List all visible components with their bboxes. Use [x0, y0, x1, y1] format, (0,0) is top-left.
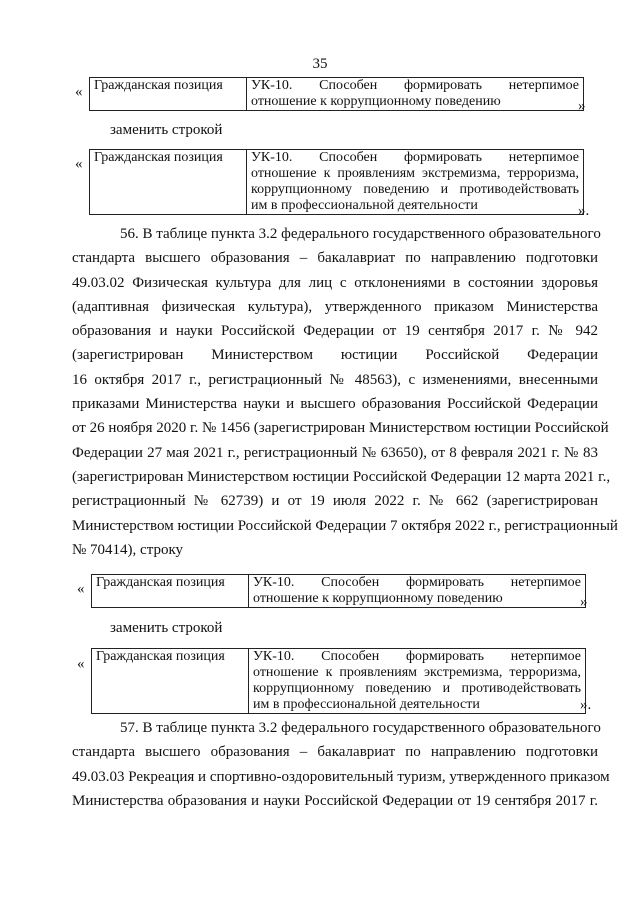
competence-text-line: УК-10. Способен формировать нетерпимое — [251, 150, 579, 165]
paragraph-line: стандарта высшего образования – бакалавриат по направлению подготовки — [72, 744, 598, 761]
quote-open-2: « — [75, 156, 83, 172]
new-row-table-1 — [89, 149, 584, 215]
competence-text-cell — [249, 649, 586, 714]
quote-close-period-1: ». — [578, 203, 590, 219]
quote-open-3: « — [77, 581, 85, 597]
paragraph-line: (зарегистрирован Министерством юстиции Российской Федерации — [72, 347, 598, 364]
competence-text-cell — [247, 150, 584, 215]
quote-close-period-2: ». — [580, 697, 592, 713]
table-row — [90, 150, 584, 215]
paragraph-line: регистрационный № 62739) и от 19 июля 2022 г. № 662 (зарегистрирован — [72, 493, 598, 510]
competence-text-cell — [249, 575, 586, 608]
quote-close-1: » — [578, 98, 586, 114]
paragraph-line: (зарегистрирован Министерством юстиции Российской Федерации 12 марта 2021 г., — [72, 468, 611, 485]
paragraph-line: 49.03.02 Физическая культура для лиц с отклонениями в состоянии здоровья — [72, 274, 598, 291]
old-row-table-1 — [89, 77, 584, 111]
competence-text-line: УК-10. Способен формировать нетерпимое — [253, 649, 581, 664]
table-row — [92, 575, 586, 608]
competence-text-line: им в профессиональной деятельности — [251, 198, 478, 213]
competence-text-line: УК-10. Способен формировать нетерпимое — [253, 575, 581, 590]
paragraph-line: приказами Министерства науки и высшего образования Российской Федерации — [72, 396, 598, 413]
competence-text-cell — [247, 78, 584, 111]
paragraph-line: Министерства образования и науки Российской Федерации от 19 сентября 2017 г. — [72, 792, 598, 809]
old-row-table-2 — [91, 574, 586, 608]
paragraph-line: 57. В таблице пункта 3.2 федерального государственного образовательного — [120, 720, 601, 736]
quote-open-4: « — [77, 656, 85, 672]
competence-category-cell: Гражданская позиция — [92, 649, 249, 714]
paragraph-line: 49.03.03 Рекреация и спортивно-оздоровительный туризм, утвержденного приказом — [72, 768, 610, 785]
paragraph-line: Федерации 27 мая 2021 г., регистрационный № 63650), от 8 февраля 2021 г. № 83 — [72, 444, 598, 461]
competence-text-line: коррупционному поведению и противодействовать — [253, 681, 581, 696]
quote-open-1: « — [75, 84, 83, 100]
paragraph-line: стандарта высшего образования – бакалавриат по направлению подготовки — [72, 250, 598, 267]
paragraph-line: № 70414), строку — [72, 541, 184, 558]
new-row-table-2 — [91, 648, 586, 714]
competence-category-cell: Гражданская позиция — [92, 575, 249, 608]
competence-text-line: отношение к коррупционному поведению — [253, 591, 503, 606]
competence-text-line: отношение к коррупционному поведению — [251, 94, 501, 109]
table-row — [92, 649, 586, 714]
competence-text-line: им в профессиональной деятельности — [253, 697, 480, 712]
replace-label-1: заменить строкой — [110, 122, 223, 138]
paragraph-line: Министерством юстиции Российской Федерации 7 октября 2022 г., регистрационный — [72, 517, 618, 534]
competence-category-cell: Гражданская позиция — [90, 78, 247, 111]
quote-close-2: » — [580, 594, 588, 610]
competence-category-cell: Гражданская позиция — [90, 150, 247, 215]
replace-label-2: заменить строкой — [110, 620, 223, 636]
competence-text-line: отношение к проявлениям экстремизма, терроризма, — [253, 665, 581, 680]
competence-text-line: УК-10. Способен формировать нетерпимое — [251, 78, 579, 93]
paragraph-line: 16 октября 2017 г., регистрационный № 48563), с изменениями, внесенными — [72, 371, 598, 388]
paragraph-line: образования и науки Российской Федерации от 19 сентября 2017 г. № 942 — [72, 323, 598, 340]
table-row — [90, 78, 584, 111]
paragraph-57 — [72, 716, 610, 813]
competence-text-line: отношение к проявлениям экстремизма, терроризма, — [251, 166, 579, 181]
paragraph-line: от 26 ноября 2020 г. № 1456 (зарегистрирован Министерством юстиции Российской — [72, 420, 609, 437]
competence-text-line: коррупционному поведению и противодействовать — [251, 182, 579, 197]
page-number: 35 — [312, 56, 328, 72]
paragraph-56 — [72, 222, 618, 562]
paragraph-line: (адаптивная физическая культура), утвержденного приказом Министерства — [72, 298, 598, 315]
paragraph-line: 56. В таблице пункта 3.2 федерального государственного образовательного — [120, 226, 601, 242]
